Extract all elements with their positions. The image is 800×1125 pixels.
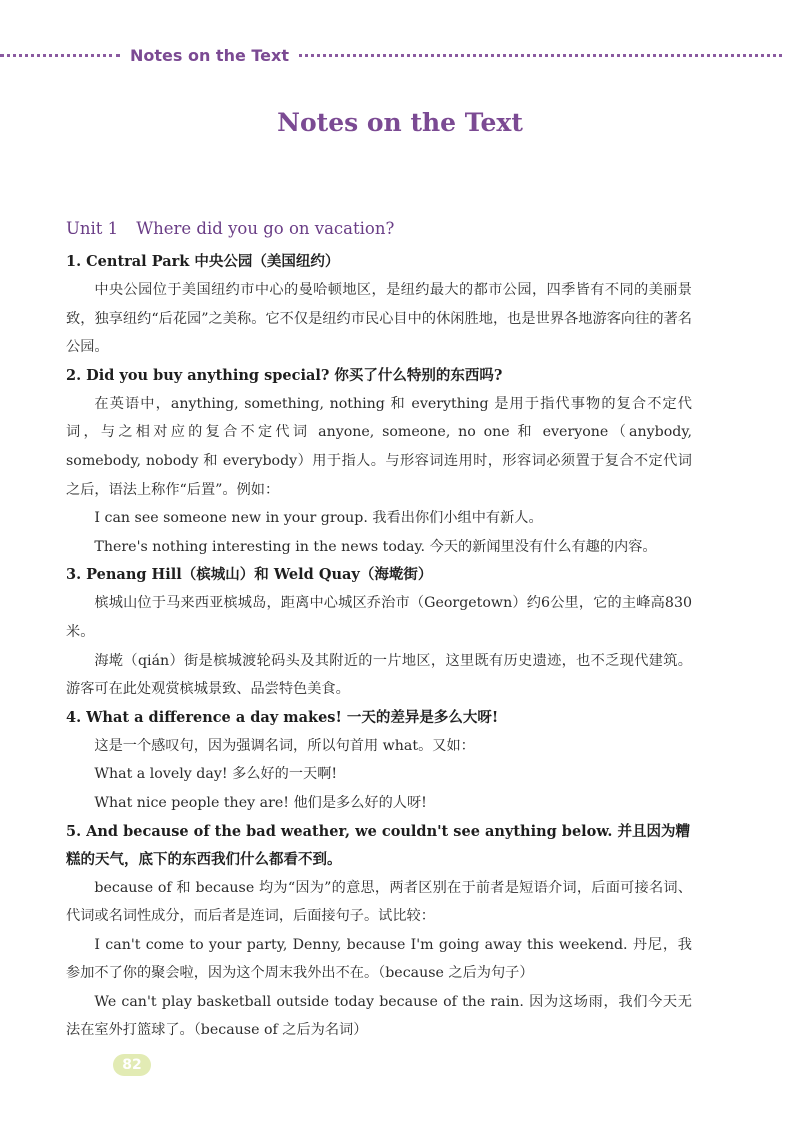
- header-dotted-rule-left: [0, 54, 120, 57]
- note-title: Penang Hill（槟城山）和 Weld Quay（海墘街）: [86, 566, 433, 584]
- note-number: 4.: [66, 708, 82, 726]
- header-section-label: Notes on the Text: [130, 45, 289, 65]
- header-dotted-rule-right: [299, 54, 782, 57]
- note-number: 1.: [66, 253, 82, 270]
- note-number: 5.: [66, 822, 82, 840]
- note-paragraph: 中央公园位于美国纽约市中心的曼哈顿地区，是纽约最大的都市公园，四季皆有不同的美丽景致，独享纽约“后花园”之美称。它不仅是纽约市民心目中的休闲胜地，也是世界各地游客向往的著名公园。: [66, 282, 692, 356]
- note-paragraph: 槟城山位于马来西亚槟城岛，距离中心城区乔治市（Georgetown）约6公里，它的主峰高830米。: [66, 595, 692, 640]
- note-heading: [66, 704, 692, 732]
- note-heading: [66, 362, 692, 390]
- note-paragraph: because of 和 because 均为“因为”的意思，两者区别在于前者是短语介词，后面可接名词、代词或名词性成分，而后者是连词，后面接句子。试比较：: [66, 879, 692, 925]
- example-sentence: I can't come to your party, Denny, because I'm going away this weekend. 丹尼，我参加不了你的聚会啦，因为这个周末我外出不在。（because 之后为句子）: [66, 936, 692, 982]
- note-number: 2.: [66, 366, 82, 384]
- note-number: 3.: [66, 566, 82, 584]
- note-heading: [66, 248, 692, 276]
- note-paragraph: 这是一个感叹句，因为强调名词，所以句首用 what。又如：: [94, 737, 475, 754]
- notes-content: [66, 216, 692, 1045]
- note-heading: [66, 818, 692, 874]
- running-header: [0, 44, 800, 66]
- note-heading: [66, 561, 692, 589]
- example-sentence: We can't play basketball outside today because of the rain. 因为这场雨，我们今天无法在室外打篮球了。（because of 之后为名词）: [66, 993, 692, 1039]
- example-sentence: I can see someone new in your group. 我看出你们小组中有新人。: [94, 510, 543, 527]
- note-title: What a difference a day makes! 一天的差异是多么大呀!: [86, 708, 499, 726]
- note-title: Did you buy anything special? 你买了什么特别的东西吗?: [86, 366, 503, 384]
- unit-heading: [66, 216, 692, 242]
- unit-number: Unit 1: [66, 219, 119, 238]
- example-sentence: There's nothing interesting in the news today. 今天的新闻里没有什么有趣的内容。: [94, 538, 657, 555]
- note-paragraph: 海墘（qián）街是槟城渡轮码头及其附近的一片地区，这里既有历史遗迹，也不乏现代建筑。游客可在此处观赏槟城景致、品尝特色美食。: [66, 652, 692, 698]
- example-sentence: What a lovely day! 多么好的一天啊!: [94, 766, 338, 783]
- unit-title: Where did you go on vacation?: [136, 219, 395, 238]
- note-title: And because of the bad weather, we couldn't see anything below. 并且因为糟糕的天气，底下的东西我们什么都看不到。: [66, 822, 690, 868]
- page-number-badge: 82: [113, 1054, 151, 1076]
- example-sentence: What nice people they are! 他们是多么好的人呀!: [94, 794, 427, 811]
- page-title: Notes on the Text: [277, 108, 523, 137]
- note-title: Central Park 中央公园（美国纽约）: [86, 253, 340, 270]
- note-paragraph: 在英语中，anything, something, nothing 和 everything 是用于指代事物的复合不定代词，与之相对应的复合不定代词 anyone, someone, no one 和 everyone（anybody, somebody, nobody 和 everybody）用于指人。与形容词连用时，形容词必须置于复合不定代词之后，语法上称作“后置”。例如：: [66, 395, 692, 498]
